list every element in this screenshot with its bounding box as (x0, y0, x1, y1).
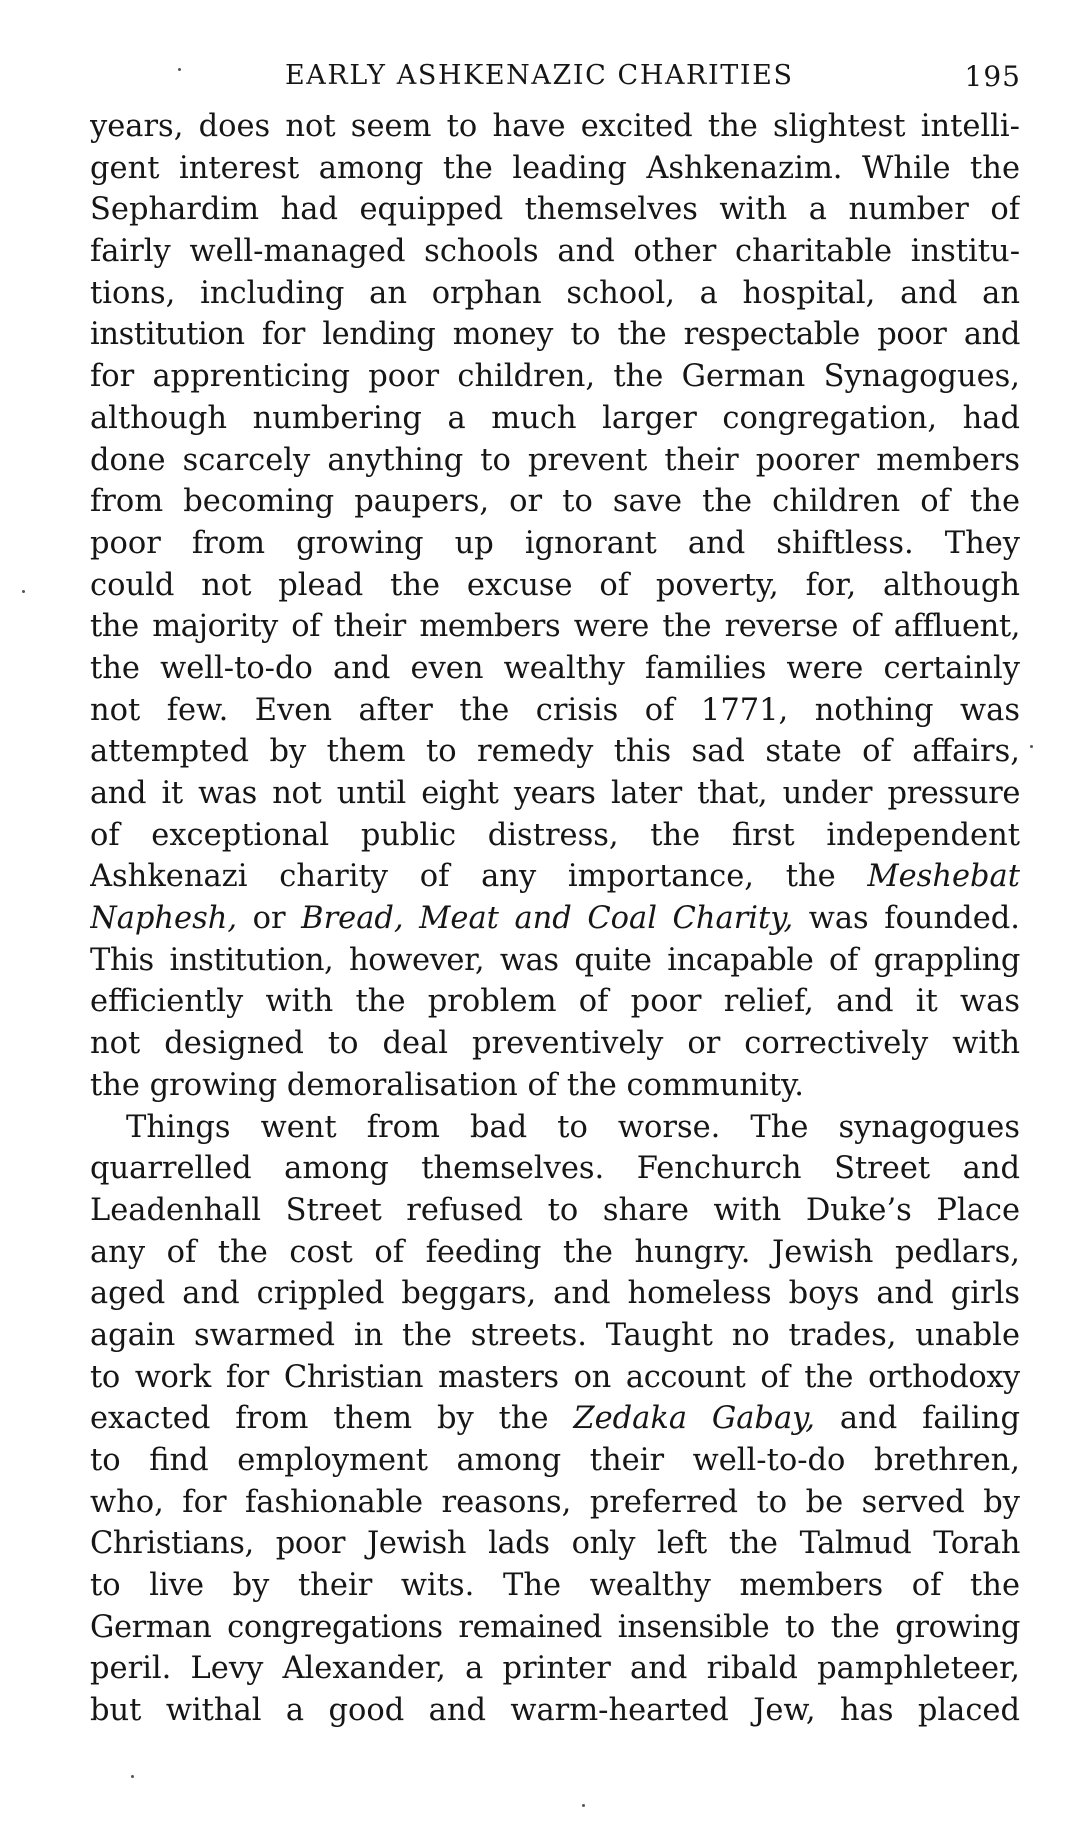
scan-speck (582, 1804, 585, 1807)
text-line: attempted by them to remedy this sad state of affairs, (90, 734, 1020, 770)
text-line: again swarmed in the streets. Taught no trades, unable (90, 1317, 1020, 1353)
text-line (90, 1398, 1020, 1440)
text-line: fairly well-managed schools and other charitable institu- (90, 234, 1020, 270)
text-line: peril. Levy Alexander, a printer and ribald pamphleteer, (90, 1651, 1020, 1687)
italic-title: Meshebat (867, 859, 1020, 895)
scan-speck (1030, 745, 1033, 748)
text-line: could not plead the excuse of poverty, for, although (90, 567, 1020, 603)
text-line: German congregations remained insensible to the growing (90, 1609, 1020, 1645)
text-line: who, for fashionable reasons, preferred to be served by (90, 1484, 1020, 1520)
italic-title: Naphesh, (90, 901, 238, 937)
text-line: the growing demoralisation of the community. (90, 1067, 804, 1103)
text-segment: was founded. (793, 901, 1020, 937)
text-line: to live by their wits. The wealthy members of the (90, 1568, 1020, 1604)
text-segment: Ashkenazi charity of any importance, the (90, 859, 868, 895)
text-segment: and failing (815, 1401, 1020, 1437)
text-line: and it was not until eight years later that, under pressure (90, 776, 1020, 811)
text-line: Leadenhall Street refused to share with Duke’s Place (90, 1192, 1020, 1228)
text-segment: or (237, 901, 302, 937)
page-header (95, 60, 1025, 100)
text-line: for apprenticing poor children, the German Synagogues, (90, 359, 1020, 395)
text-line: done scarcely anything to prevent their poorer members (90, 442, 1020, 478)
text-line: but withal a good and warm-hearted Jew, has placed (90, 1693, 1020, 1729)
italic-title: Bread, Meat and Coal Charity, (301, 901, 794, 937)
text-line (90, 856, 1020, 898)
scan-speck (178, 68, 181, 71)
text-line: from becoming paupers, or to save the children of the (90, 484, 1020, 520)
text-line: not few. Even after the crisis of 1771, nothing was (90, 692, 1020, 728)
text-line: institution for lending money to the respectable poor and (90, 317, 1020, 353)
text-line: poor from growing up ignorant and shiftless. They (90, 525, 1020, 561)
page-number: 195 (964, 60, 1021, 93)
text-line: to work for Christian masters on account of the orthodoxy (90, 1359, 1020, 1395)
text-line: Sephardim had equipped themselves with a number of (90, 192, 1020, 228)
running-head: EARLY ASHKENAZIC CHARITIES (285, 60, 794, 91)
text-line: Christians, poor Jewish lads only left the Talmud Torah (90, 1526, 1020, 1562)
text-segment: exacted from them by the (90, 1401, 574, 1437)
text-line: the well-to-do and even wealthy families were certainly (90, 650, 1020, 686)
text-line: the majority of their members were the reverse of affluent, (90, 609, 1020, 645)
scan-speck (131, 1775, 134, 1778)
text-line: any of the cost of feeding the hungry. Jewish pedlars, (90, 1234, 1020, 1270)
text-line: quarrelled among themselves. Fenchurch Street and (90, 1151, 1020, 1187)
text-line (90, 898, 1020, 940)
text-line: Things went from bad to worse. The synagogues (126, 1109, 1020, 1145)
text-line: This institution, however, was quite incapable of grappling (90, 942, 1020, 978)
body-text (90, 106, 1020, 1732)
text-line: years, does not seem to have excited the slightest intelli- (90, 109, 1020, 144)
italic-term: Zedaka Gabay, (573, 1401, 815, 1437)
scan-speck (22, 590, 25, 593)
text-line: of exceptional public distress, the first independent (90, 817, 1020, 853)
paragraph-1 (90, 106, 1020, 1107)
text-line: aged and crippled beggars, and homeless boys and girls (90, 1276, 1020, 1312)
paragraph-2 (90, 1107, 1020, 1732)
text-line: although numbering a much larger congregation, had (90, 400, 1020, 436)
text-line: gent interest among the leading Ashkenazim. While the (90, 150, 1020, 186)
text-line: not designed to deal preventively or correctively with (90, 1026, 1020, 1062)
text-line: efficiently with the problem of poor relief, and it was (90, 984, 1020, 1020)
text-line: tions, including an orphan school, a hospital, and an (90, 275, 1020, 311)
text-line: to find employment among their well-to-do brethren, (90, 1443, 1020, 1478)
